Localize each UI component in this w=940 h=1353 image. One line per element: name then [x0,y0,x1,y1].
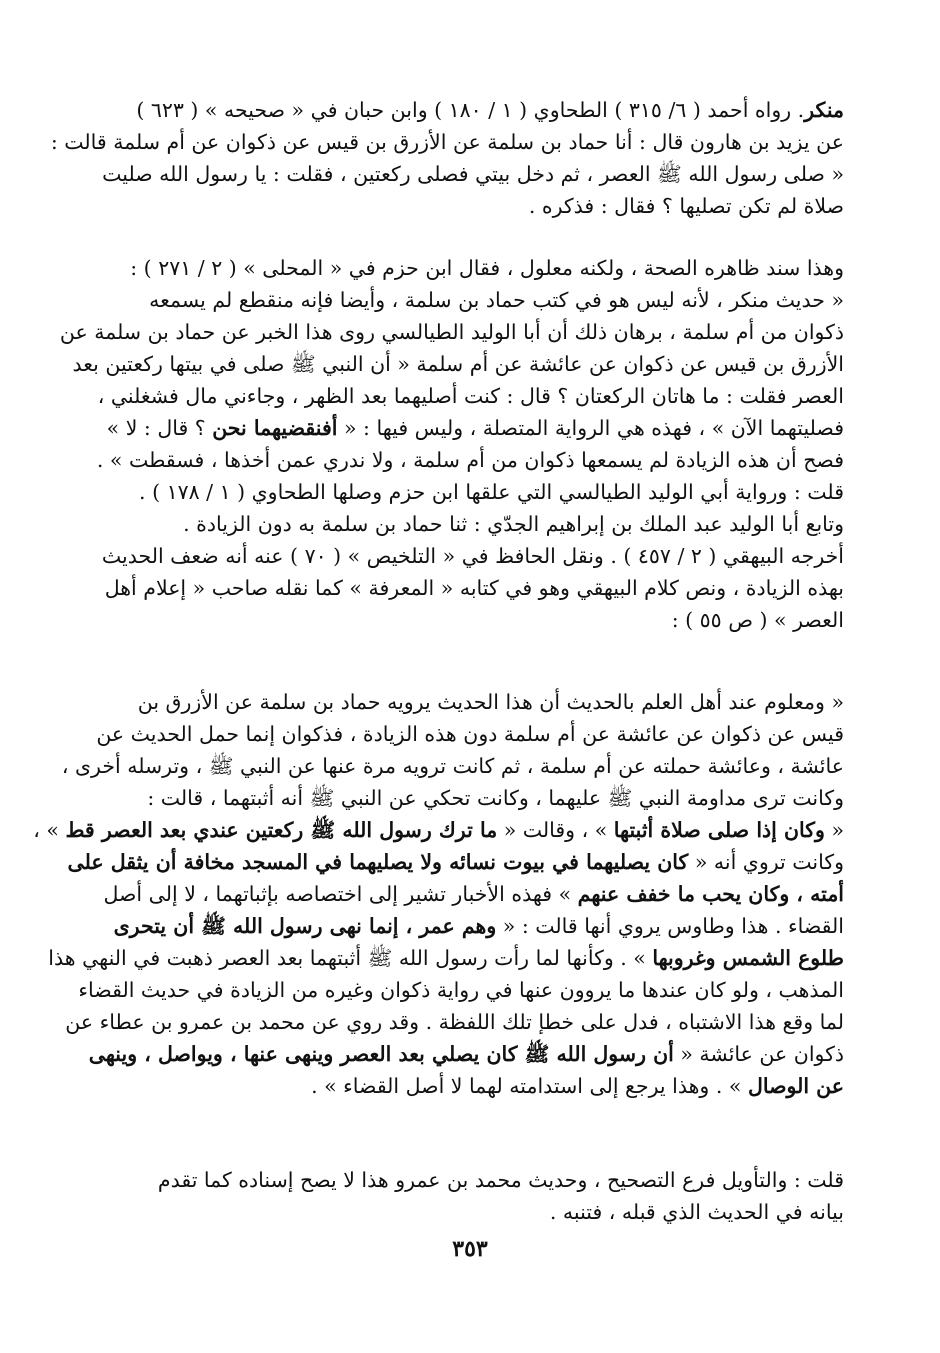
text-line [33,814,844,846]
text-line [98,910,844,942]
text-line [98,686,844,718]
text-segment: ؟ قال : لا » [106,416,213,440]
text-segment: وتابع أبا الوليد عبد الملك بن إبراهيم الجدّي : ثنا حماد بن سلمة به دون الزيادة . [183,512,844,536]
text-line [98,878,844,910]
text-line [59,316,844,348]
bold-text-segment: أفنقضيهما نحن [212,416,338,440]
text-segment: الأزرق بن قيس عن ذكوان عن عائشة عن أم سلمة « أن النبي ﷺ صلى في بيتها ركعتين بعد [72,352,844,376]
paragraph-conclusion [98,1164,844,1228]
text-segment: فصليتهما الآن » ، فهذه هي الرواية المتصلة ، وليس فيها : « [337,416,844,440]
text-segment: بيانه في الحديث الذي قبله ، فتنبه . [549,1200,844,1224]
text-line [67,846,844,878]
text-segment: » . وكأنها لما رأت رسول الله ﷺ أثبتهما بعد العصر ذهبت في النهي هذا [48,946,653,970]
text-segment: . رواه أحمد ( ٦/ ٣١٥ ) الطحاوي ( ١ / ١٨٠ ) وابن حبان في « صحيحه » ( ٦٢٣ ) [136,98,805,122]
text-line [98,1164,844,1196]
text-line [98,158,844,190]
bold-text-segment: أمته ، وكان يحب ما خفف عنهم [577,882,844,906]
text-line [61,750,844,782]
text-line [98,1070,844,1102]
paragraph-ibn-hazm-critique [59,252,844,636]
text-line [98,718,844,750]
text-segment: العصر » ( ص ٥٥ ) : [671,608,844,632]
bold-text-segment: منكر [804,98,844,122]
text-segment: وهذا سند ظاهره الصحة ، ولكنه معلول ، فقال ابن حزم في « المحلى » ( ٢ / ٢٧١ ) : [130,256,844,280]
text-segment: ذكوان عن عائشة « [673,1042,844,1066]
text-line [98,540,844,572]
text-segment: » فهذه الأخبار تشير إلى اختصاصه بإثباتهما ، لا إلى أصل [103,882,578,906]
text-segment: قلت : ورواية أبي الوليد الطيالسي التي علقها ابن حزم وصلها الطحاوي ( ١ / ١٧٨ ) . [139,480,844,504]
text-segment: ذكوان من أم سلمة ، برهان ذلك أن أبا الوليد الطيالسي روى هذا الخبر عن حماد بن سلمة عن [59,320,844,344]
bold-text-segment: وكان إذا صلى صلاة أثبتها [613,818,825,842]
text-line [98,476,844,508]
paragraph-hadith-source [50,94,844,222]
bold-text-segment: ما ترك رسول الله ﷺ ركعتين عندي بعد العصر قط [65,818,498,842]
bold-text-segment: طلوع الشمس وغروبها [652,946,844,970]
text-line [88,1038,844,1070]
text-segment: قلت : والتأويل فرع التصحيح ، وحديث محمد بن عمرو هذا لا يصح إسناده كما تقدم [157,1168,844,1192]
text-line [98,94,844,126]
text-segment: بهذه الزيادة ، ونص كلام البيهقي وهو في كتابه « المعرفة » كما نقله صاحب « إعلام أهل [104,576,844,600]
text-line [98,508,844,540]
text-line [48,942,844,974]
text-line [72,348,844,380]
text-segment: « ومعلوم عند أهل العلم بالحديث أن هذا الحديث يرويه حماد بن سلمة عن الأزرق بن [137,690,844,714]
text-line [98,284,844,316]
bold-text-segment: كان يصليهما في بيوت نسائه ولا يصليهما في المسجد مخافة أن يثقل على [67,850,689,874]
text-line [98,572,844,604]
text-segment: » ، وقالت « [497,818,614,842]
text-line [98,782,844,814]
text-line [65,1006,844,1038]
text-line [98,444,844,476]
text-line [98,604,844,636]
bold-text-segment: عن الوصال [747,1074,844,1098]
text-segment: وكانت تروي أنه « [688,850,844,874]
text-segment: المذهب ، ولو كان عندها ما يروون عنها في رواية ذكوان وغيره من الزيادة في حديث القضاء [78,978,844,1002]
text-segment: « حديث منكر ، لأنه ليس هو في كتب حماد بن سلمة ، وأيضا فإنه منقطع لم يسمعه [149,288,844,312]
bold-text-segment: أن رسول الله ﷺ كان يصلي بعد العصر وينهى عنها ، ويواصل ، وينهى [88,1042,674,1066]
text-segment: العصر فقلت : ما هاتان الركعتان ؟ قال : كنت أصليهما بعد الظهر ، وجاءني مال فشغلني ، [97,384,844,408]
text-line [98,252,844,284]
paragraph-bayhaqi-quote [33,686,844,1102]
bold-text-segment: وهم عمر ، إنما نهى رسول الله ﷺ أن يتحرى [113,914,497,938]
text-line [78,974,844,1006]
text-segment: عائشة ، وعائشة حملته عن أم سلمة ، ثم كانت ترويه مرة عنها عن النبي ﷺ ، وترسله أخرى ، [61,754,844,778]
text-segment: قيس عن ذكوان عن عائشة عن أم سلمة دون هذه الزيادة ، فذكوان إنما حمل الحديث عن [96,722,844,746]
text-line [50,126,844,158]
text-line [98,190,844,222]
text-segment: أخرجه البيهقي ( ٢ / ٤٥٧ ) . ونقل الحافظ في « التلخيص » ( ٧٠ ) عنه أنه ضعف الحديث [101,544,844,568]
text-segment: » . وهذا يرجع إلى استدامته لهما لا أصل القضاء » . [311,1074,748,1098]
text-line [98,380,844,412]
text-segment: لما وقع هذا الاشتباه ، فدل على خطإ تلك اللفظة . وقد روي عن محمد بن عمرو بن عطاء عن [65,1010,844,1034]
page-number: ٣٥٣ [452,1236,488,1262]
text-segment: » ، [33,818,66,842]
text-segment: عن يزيد بن هارون قال : أنا حماد بن سلمة عن الأزرق بن قيس عن ذكوان عن أم سلمة قالت : [50,130,844,154]
text-segment: « [824,818,844,842]
text-segment: القضاء . هذا وطاوس يروي أنها قالت : « [496,914,844,938]
text-segment: « صلى رسول الله ﷺ العصر ، ثم دخل بيتي فصلى ركعتين ، فقلت : يا رسول الله صليت [102,162,844,186]
text-line [98,412,844,444]
text-segment: وكانت ترى مداومة النبي ﷺ عليهما ، وكانت تحكي عن النبي ﷺ أنه أثبتهما ، قالت : [147,786,844,810]
text-segment: فصح أن هذه الزيادة لم يسمعها ذكوان من أم سلمة ، ولا ندري عمن أخذها ، فسقطت » . [96,448,844,472]
text-line [98,1196,844,1228]
text-segment: صلاة لم تكن تصليها ؟ فقال : فذكره . [528,194,844,218]
